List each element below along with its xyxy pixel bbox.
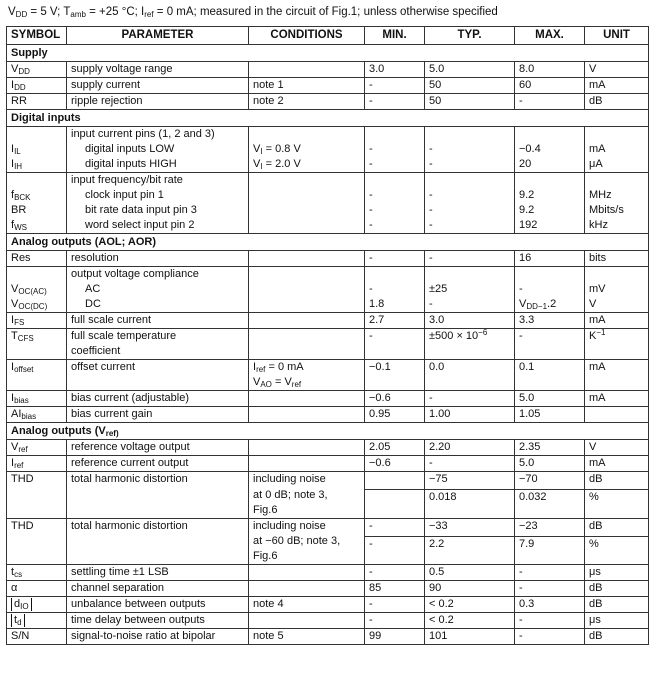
typ-cell: −33 2.2 bbox=[425, 519, 515, 565]
max-cell: 2.35 bbox=[515, 440, 585, 456]
min-cell: 2.05 bbox=[365, 440, 425, 456]
conditions-cell bbox=[249, 456, 365, 472]
min-cell: 85 bbox=[365, 581, 425, 597]
unit-cell: $K^{-1}$ bbox=[585, 329, 649, 360]
min-cell: - bbox=[365, 613, 425, 629]
min-cell: −0.6 bbox=[365, 456, 425, 472]
conditions-cell: including noise at 0 dB; note 3, Fig.6 bbox=[249, 472, 365, 519]
max-cell: 5.0 bbox=[515, 391, 585, 407]
min-cell: - bbox=[365, 329, 425, 360]
header-typ: TYP. bbox=[425, 27, 515, 45]
typ-cell: 2.20 bbox=[425, 440, 515, 456]
min-cell: - - - bbox=[365, 173, 425, 234]
parameter-cell: bias current gain bbox=[67, 407, 249, 423]
parameter-cell: total harmonic distortion bbox=[67, 519, 249, 565]
unit-cell: mA bbox=[585, 456, 649, 472]
header-min: MIN. bbox=[365, 27, 425, 45]
symbol-cell: $V_{DD}$ bbox=[7, 62, 67, 78]
unit-cell bbox=[585, 407, 649, 423]
symbol-cell: $I_{ref}$ bbox=[7, 456, 67, 472]
header-symbol: SYMBOL bbox=[7, 27, 67, 45]
table-row bbox=[7, 94, 649, 110]
typ-cell: - bbox=[425, 391, 515, 407]
symbol-cell: $f_{BCK}$ BR $f_{WS}$ bbox=[7, 173, 67, 234]
unit-cell: mA bbox=[585, 313, 649, 329]
header-max: MAX. bbox=[515, 27, 585, 45]
max-cell: −0.4 20 bbox=[515, 127, 585, 173]
parameter-cell: ripple rejection bbox=[67, 94, 249, 110]
unit-cell: dB bbox=[585, 94, 649, 110]
typ-cell: 90 bbox=[425, 581, 515, 597]
section-supply: Supply bbox=[7, 45, 649, 62]
min-cell: −0.1 bbox=[365, 360, 425, 391]
typ-cell: 5.0 bbox=[425, 62, 515, 78]
parameter-cell: bias current (adjustable) bbox=[67, 391, 249, 407]
header-row bbox=[7, 27, 649, 45]
max-cell: - bbox=[515, 629, 585, 645]
table-caption: $V_{DD} = 5$ V; $T_{amb} = +25$ °C; $I_{ref} = 0$ mA; measured in the circuit of Fig.1; unless otherwise specified bbox=[8, 6, 498, 19]
table-row bbox=[7, 565, 649, 581]
max-cell: 60 bbox=[515, 78, 585, 94]
unit-cell: μs bbox=[585, 565, 649, 581]
magnitude-symbol: $d_{IO}$ bbox=[11, 598, 32, 611]
unit-cell: dB bbox=[585, 597, 649, 613]
conditions-cell bbox=[249, 391, 365, 407]
conditions-cell bbox=[249, 407, 365, 423]
symbol-cell: RR bbox=[7, 94, 67, 110]
min-cell: 0.95 bbox=[365, 407, 425, 423]
conditions-cell bbox=[249, 173, 365, 234]
max-cell: - bbox=[515, 329, 585, 360]
parameter-cell: output voltage compliance AC DC bbox=[67, 267, 249, 313]
typ-cell: 50 bbox=[425, 94, 515, 110]
unit-cell: mA bbox=[585, 360, 649, 391]
conditions-cell: including noise at −60 dB; note 3, Fig.6 bbox=[249, 519, 365, 565]
typ-cell: 0.5 bbox=[425, 565, 515, 581]
symbol-cell: $AI_{bias}$ bbox=[7, 407, 67, 423]
parameter-cell: input current pins (1, 2 and 3) digital inputs LOW digital inputs HIGH bbox=[67, 127, 249, 173]
symbol-cell: THD bbox=[7, 519, 67, 565]
max-cell: 1.05 bbox=[515, 407, 585, 423]
conditions-cell bbox=[249, 565, 365, 581]
typ-cell: - - - bbox=[425, 173, 515, 234]
header-unit: UNIT bbox=[585, 27, 649, 45]
min-cell: - - bbox=[365, 519, 425, 565]
unit-cell: dB bbox=[585, 629, 649, 645]
unit-cell: V bbox=[585, 440, 649, 456]
typ-cell: ±25 - bbox=[425, 267, 515, 313]
conditions-cell: $V_I = 0.8$ V $V_I = 2.0$ V bbox=[249, 127, 365, 173]
unit-cell: mA μA bbox=[585, 127, 649, 173]
table-row bbox=[7, 456, 649, 472]
typ-cell: $\pm 500 \times 10^{-6}$ bbox=[425, 329, 515, 360]
max-cell: - bbox=[515, 94, 585, 110]
table-row bbox=[7, 360, 649, 391]
typ-cell: - bbox=[425, 456, 515, 472]
min-cell: - bbox=[365, 597, 425, 613]
min-cell bbox=[365, 472, 425, 519]
typ-cell: 0.0 bbox=[425, 360, 515, 391]
section-digital-inputs: Digital inputs bbox=[7, 110, 649, 127]
table-row bbox=[7, 519, 649, 565]
conditions-cell: note 5 bbox=[249, 629, 365, 645]
min-cell: - 1.8 bbox=[365, 267, 425, 313]
parameter-cell: unbalance between outputs bbox=[67, 597, 249, 613]
conditions-cell bbox=[249, 440, 365, 456]
parameter-cell: time delay between outputs bbox=[67, 613, 249, 629]
table-row bbox=[7, 313, 649, 329]
section-analog-outputs: Analog outputs (AOL; AOR) bbox=[7, 234, 649, 251]
max-cell: 0.1 bbox=[515, 360, 585, 391]
parameter-cell: offset current bbox=[67, 360, 249, 391]
conditions-cell: note 4 bbox=[249, 597, 365, 613]
unit-cell: mV V bbox=[585, 267, 649, 313]
typ-cell: 3.0 bbox=[425, 313, 515, 329]
conditions-cell bbox=[249, 613, 365, 629]
unit-cell: dB bbox=[585, 581, 649, 597]
table-row bbox=[7, 267, 649, 313]
min-cell: - bbox=[365, 251, 425, 267]
conditions-cell bbox=[249, 251, 365, 267]
parameter-cell: total harmonic distortion bbox=[67, 472, 249, 519]
table-row bbox=[7, 127, 649, 173]
typ-cell: 101 bbox=[425, 629, 515, 645]
symbol-cell: α bbox=[7, 581, 67, 597]
unit-cell: MHz Mbits/s kHz bbox=[585, 173, 649, 234]
table-row bbox=[7, 472, 649, 519]
parameter-cell: full scale temperature coefficient bbox=[67, 329, 249, 360]
table-row bbox=[7, 613, 649, 629]
min-cell: 2.7 bbox=[365, 313, 425, 329]
symbol-cell: THD bbox=[7, 472, 67, 519]
unit-cell: bits bbox=[585, 251, 649, 267]
conditions-cell bbox=[249, 313, 365, 329]
symbol-cell: S/N bbox=[7, 629, 67, 645]
min-cell: 3.0 bbox=[365, 62, 425, 78]
parameter-cell: reference voltage output bbox=[67, 440, 249, 456]
parameter-cell: signal-to-noise ratio at bipolar bbox=[67, 629, 249, 645]
conditions-cell bbox=[249, 267, 365, 313]
conditions-cell bbox=[249, 62, 365, 78]
parameter-cell: resolution bbox=[67, 251, 249, 267]
typ-cell: < 0.2 bbox=[425, 597, 515, 613]
conditions-cell: note 1 bbox=[249, 78, 365, 94]
max-cell: 0.3 bbox=[515, 597, 585, 613]
conditions-cell bbox=[249, 581, 365, 597]
section-analog-outputs-vref: Analog outputs ($V_{ref)}$ bbox=[7, 423, 649, 440]
max-cell: −70 0.032 bbox=[515, 472, 585, 519]
table-row bbox=[7, 173, 649, 234]
parameter-cell: reference current output bbox=[67, 456, 249, 472]
table-row bbox=[7, 391, 649, 407]
parameter-cell: supply current bbox=[67, 78, 249, 94]
max-cell: - $V_{DD-1}.2$ bbox=[515, 267, 585, 313]
table-row bbox=[7, 597, 649, 613]
typ-cell: −75 0.018 bbox=[425, 472, 515, 519]
symbol-cell: Res bbox=[7, 251, 67, 267]
typ-cell: 50 bbox=[425, 78, 515, 94]
table-row bbox=[7, 329, 649, 360]
unit-cell: μs bbox=[585, 613, 649, 629]
table-row bbox=[7, 629, 649, 645]
conditions-cell: $I_{ref} = 0$ mA $V_{AO} = V_{ref}$ bbox=[249, 360, 365, 391]
typ-cell: < 0.2 bbox=[425, 613, 515, 629]
parameter-cell: input frequency/bit rate clock input pin 1 bit rate data input pin 3 word select input pin 2 bbox=[67, 173, 249, 234]
max-cell: −23 7.9 bbox=[515, 519, 585, 565]
max-cell: 3.3 bbox=[515, 313, 585, 329]
unit-cell: dB % bbox=[585, 519, 649, 565]
table-row bbox=[7, 78, 649, 94]
table-row bbox=[7, 251, 649, 267]
header-parameter: PARAMETER bbox=[67, 27, 249, 45]
max-cell: 16 bbox=[515, 251, 585, 267]
max-cell: - bbox=[515, 565, 585, 581]
unit-cell: mA bbox=[585, 391, 649, 407]
table-row bbox=[7, 440, 649, 456]
unit-cell: V bbox=[585, 62, 649, 78]
conditions-cell bbox=[249, 329, 365, 360]
symbol-cell bbox=[7, 613, 67, 629]
parameter-cell: channel separation bbox=[67, 581, 249, 597]
min-cell: - bbox=[365, 94, 425, 110]
min-cell: - - bbox=[365, 127, 425, 173]
max-cell: 9.2 9.2 192 bbox=[515, 173, 585, 234]
symbol-cell: $I_{DD}$ bbox=[7, 78, 67, 94]
table-row bbox=[7, 407, 649, 423]
parameter-cell: full scale current bbox=[67, 313, 249, 329]
symbol-cell: $V_{OC(AC)}$ $V_{OC(DC)}$ bbox=[7, 267, 67, 313]
symbol-cell: $I_{bias}$ bbox=[7, 391, 67, 407]
min-cell: - bbox=[365, 565, 425, 581]
max-cell: 8.0 bbox=[515, 62, 585, 78]
symbol-cell: $I_{IL}$ $I_{IH}$ bbox=[7, 127, 67, 173]
header-conditions: CONDITIONS bbox=[249, 27, 365, 45]
magnitude-symbol: $t_d$ bbox=[11, 614, 25, 627]
table-row bbox=[7, 581, 649, 597]
min-cell: −0.6 bbox=[365, 391, 425, 407]
electrical-characteristics-table bbox=[6, 26, 649, 645]
parameter-cell: settling time ±1 LSB bbox=[67, 565, 249, 581]
symbol-cell: $I_{FS}$ bbox=[7, 313, 67, 329]
typ-cell: - bbox=[425, 251, 515, 267]
max-cell: 5.0 bbox=[515, 456, 585, 472]
table-row bbox=[7, 62, 649, 78]
min-cell: - bbox=[365, 78, 425, 94]
typ-cell: - - bbox=[425, 127, 515, 173]
symbol-cell: $t_{cs}$ bbox=[7, 565, 67, 581]
unit-cell: mA bbox=[585, 78, 649, 94]
unit-cell: dB % bbox=[585, 472, 649, 519]
symbol-cell: $I_{offset}$ bbox=[7, 360, 67, 391]
symbol-cell: $T_{CFS}$ bbox=[7, 329, 67, 360]
conditions-cell: note 2 bbox=[249, 94, 365, 110]
parameter-cell: supply voltage range bbox=[67, 62, 249, 78]
typ-cell: 1.00 bbox=[425, 407, 515, 423]
symbol-cell bbox=[7, 597, 67, 613]
max-cell: - bbox=[515, 581, 585, 597]
symbol-cell: $V_{ref}$ bbox=[7, 440, 67, 456]
max-cell: - bbox=[515, 613, 585, 629]
min-cell: 99 bbox=[365, 629, 425, 645]
